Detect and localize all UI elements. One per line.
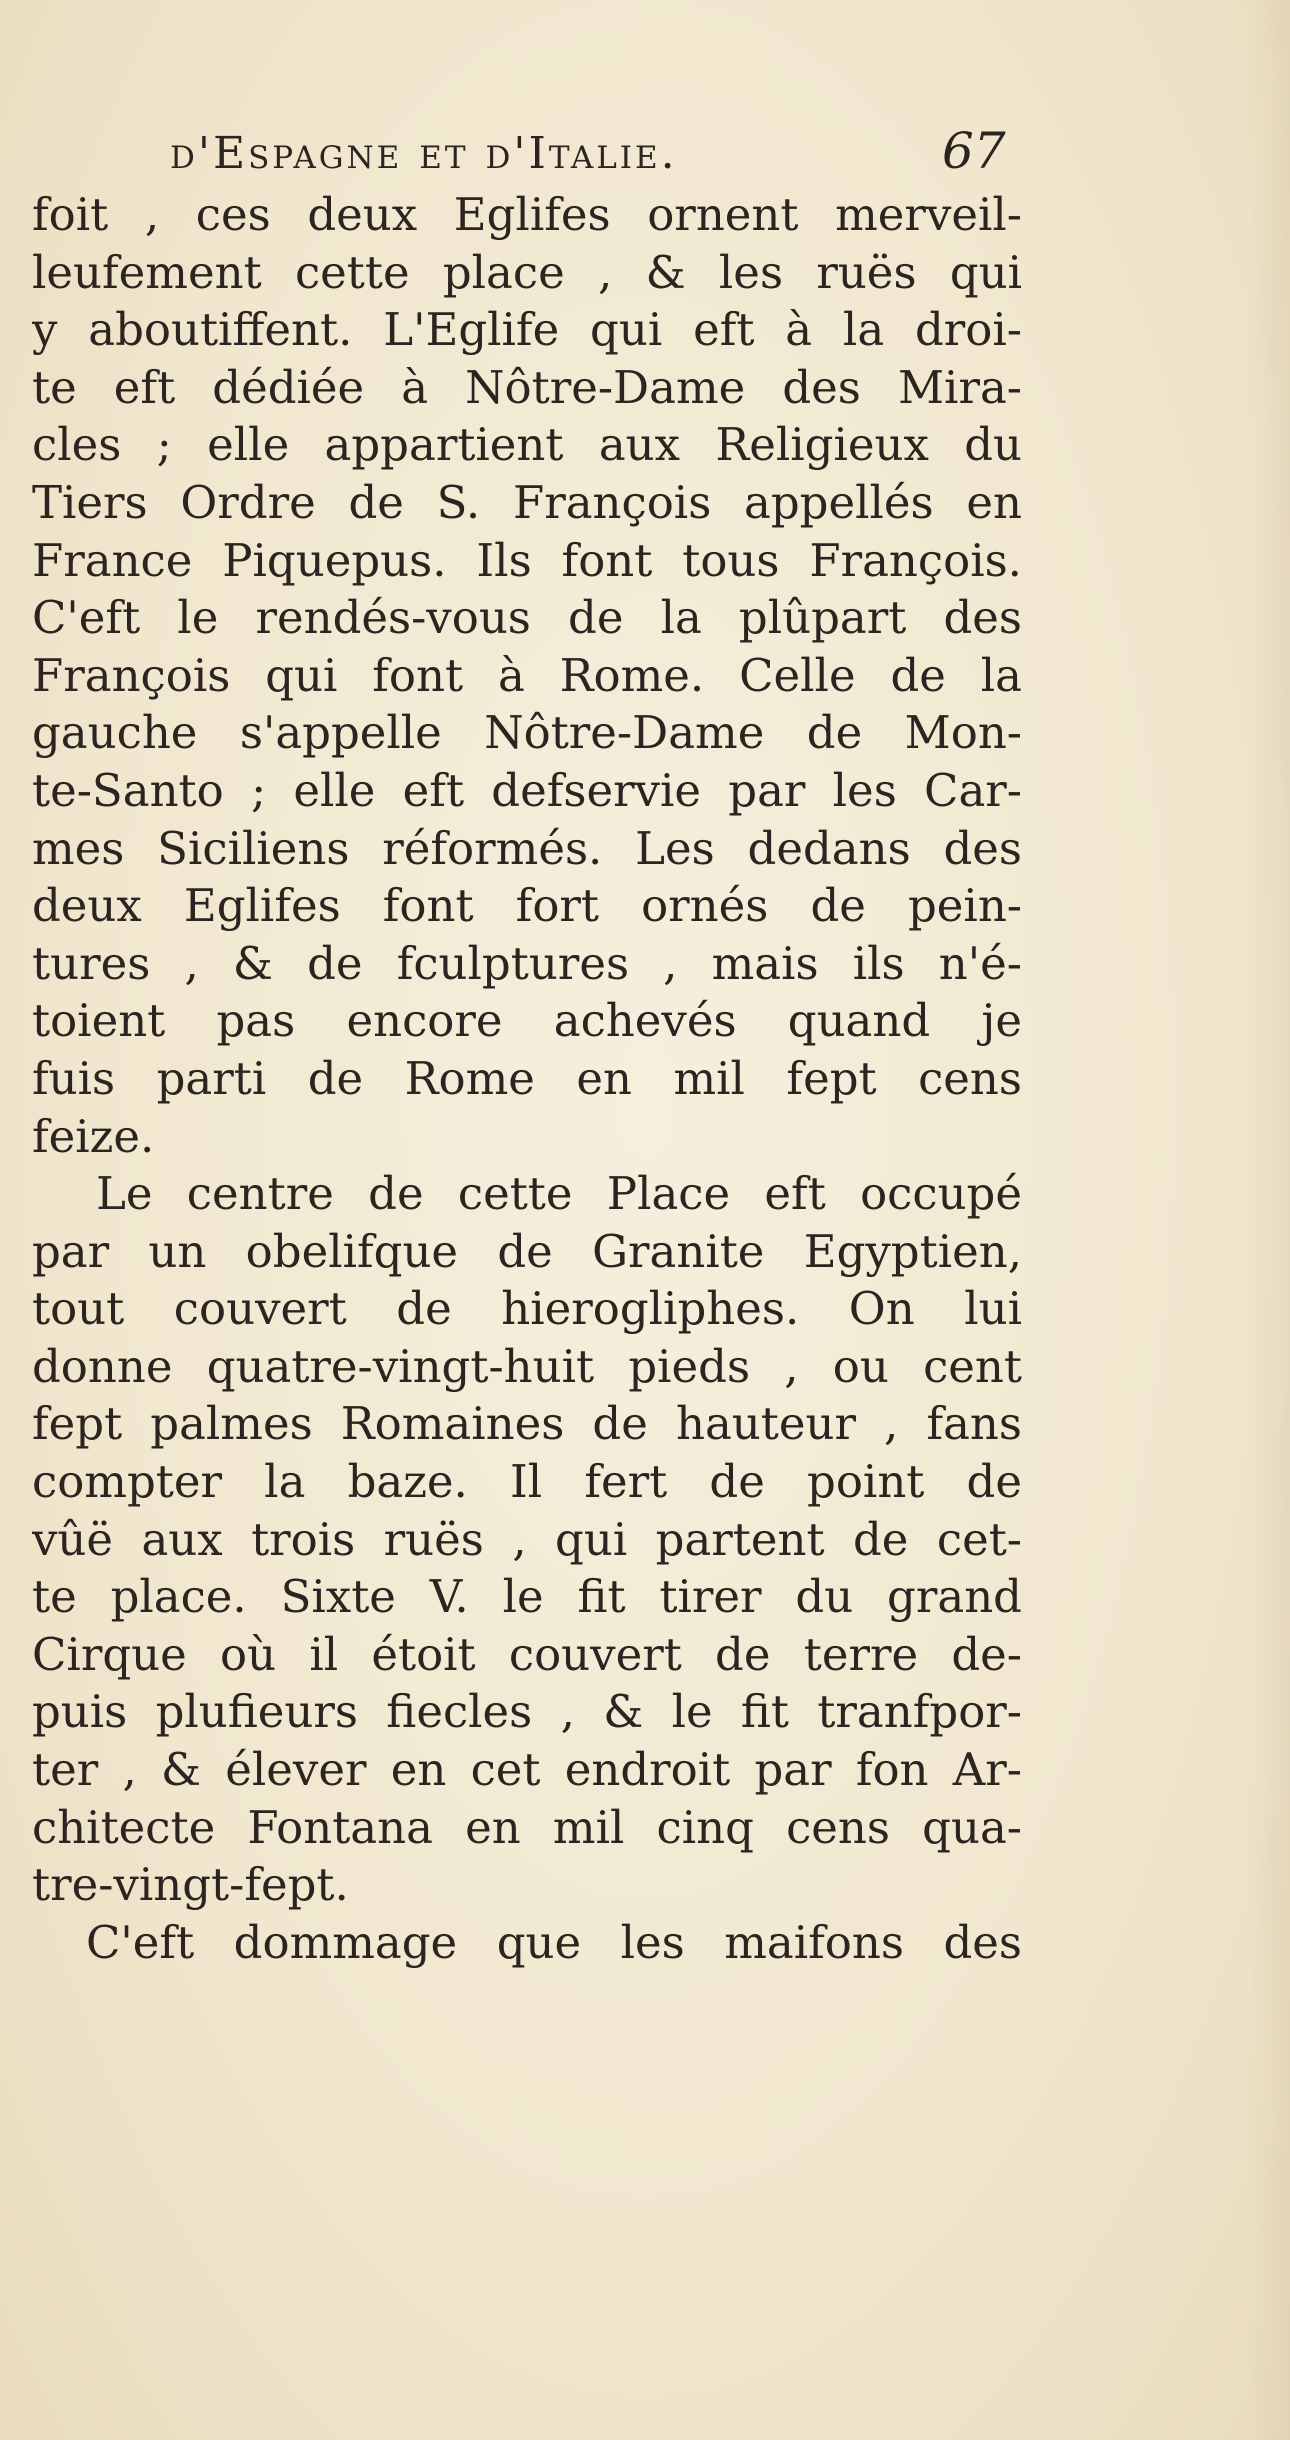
text-line: deux Eglifes font fort ornés de pein- [32,879,1022,933]
text-line: ter , & élever en cet endroit par fon Ar- [32,1743,1022,1797]
page-edge-shadow [1250,0,1290,2440]
text-line: vûë aux trois ruës , qui partent de cet- [32,1512,1022,1566]
text-line: Tiers Ordre de S. François appellés en [32,475,1022,529]
page-number: 67 [942,122,1006,180]
text-line: toient pas encore achevés quand je [32,994,1022,1048]
text-line: gauche s'appelle Nôtre-Dame de Mon- [32,706,1022,760]
running-title: d'Espagne et d'Italie. [170,128,678,179]
text-line: tout couvert de hierogliphes. On lui [32,1282,1022,1336]
text-line: France Piquepus. Ils font tous François. [32,533,1022,587]
text-line: foit , ces deux Eglifes ornent merveil- [32,188,1022,241]
text-line: cles ; elle appartient aux Religieux du [32,418,1022,472]
text-line: C'eft le rendés-vous de la plûpart des [32,591,1022,645]
text-line: C'eft dommage que les maifons des [86,1915,1022,1969]
text-line: Le centre de cette Place eft occupé [96,1167,1022,1221]
text-line: François qui font à Rome. Celle de la [32,648,1022,702]
text-line: puis plufieurs fiecles , & le fit tranfpor- [32,1685,1022,1739]
text-line: y aboutiffent. L'Eglife qui eft à la droi- [32,303,1022,357]
text-line: tures , & de fculptures , mais ils n'é- [32,936,1022,990]
text-line: feize. [32,1109,155,1163]
text-line: compter la baze. Il fert de point de [32,1455,1022,1509]
text-line: leufement cette place , & les ruës qui [32,245,1022,299]
text-line: Cirque où il étoit couvert de terre de- [32,1627,1022,1681]
text-line: donne quatre-vingt-huit pieds , ou cent [32,1339,1022,1393]
text-line: tre-vingt-fept. [32,1858,349,1912]
text-line: par un obelifque de Granite Egyptien, [32,1224,1022,1278]
body-text [32,186,1022,1971]
text-line: mes Siciliens réformés. Les dedans des [32,821,1022,875]
text-line: te-Santo ; elle eft defservie par les Car- [32,763,1022,817]
text-line: fuis parti de Rome en mil fept cens [32,1051,1022,1105]
text-line: fept palmes Romaines de hauteur , fans [32,1397,1022,1451]
text-line: te eft dédiée à Nôtre-Dame des Mira- [32,360,1022,414]
text-line: te place. Sixte V. le fit tirer du grand [32,1570,1022,1624]
text-line: chitecte Fontana en mil cinq cens qua- [32,1800,1022,1854]
